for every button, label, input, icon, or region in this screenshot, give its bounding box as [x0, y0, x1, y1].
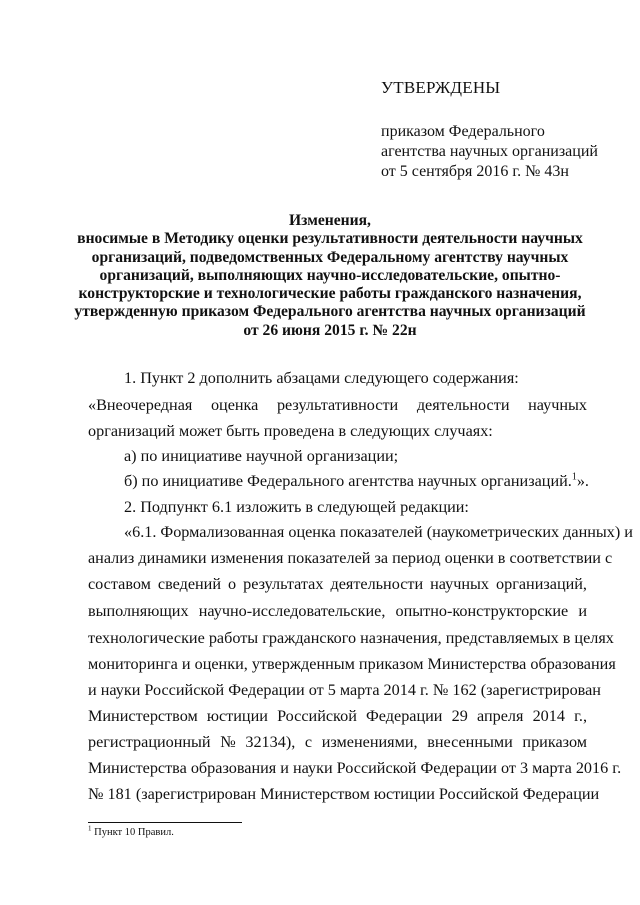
word: и — [578, 602, 587, 620]
footnote-reference[interactable]: 1 — [571, 471, 577, 483]
word: выполняющих — [88, 602, 189, 620]
word: оценка — [210, 396, 259, 414]
title-line: конструкторские и технологические работы гражданского назначения, — [78, 285, 582, 303]
word: юстиции — [206, 707, 268, 725]
word: опытно-конструкторские — [395, 602, 569, 620]
line-text: № 181 (зарегистрирован Министерством юстиции Российской Федерации — [88, 785, 600, 803]
paragraph-6-1-line — [88, 784, 600, 804]
list-item-b-end: ». — [576, 472, 589, 490]
approval-line-order: приказом Федерального — [381, 123, 545, 140]
paragraph-6-1-line — [88, 706, 587, 726]
word: результатах — [243, 575, 324, 593]
list-item-a: а) по инициативе научной организации; — [124, 447, 399, 465]
paragraph-6-1-line — [88, 758, 622, 778]
line-text: анализ динамики изменения показателей за период оценки в соответствии с — [88, 549, 613, 567]
line-text: Министерства образования и науки Российской Федерации от 3 марта 2016 г. — [88, 759, 622, 777]
word: внесенными — [427, 733, 513, 751]
footnote-separator — [88, 822, 242, 823]
paragraph-6-1-line — [88, 574, 587, 594]
approval-block — [381, 78, 621, 182]
line-text: технологические работы гражданского назначения, представляемых в целях — [88, 629, 614, 647]
word: организаций, — [496, 575, 587, 593]
word: о — [228, 575, 237, 593]
word: № — [220, 733, 236, 751]
word: результативности — [276, 396, 399, 414]
footnote-mark: 1 — [88, 824, 92, 833]
word: научных — [430, 575, 490, 593]
paragraph-item-2: 2. Подпункт 6.1 изложить в следующей редакции: — [124, 498, 469, 516]
word: деятельности — [416, 396, 510, 414]
word: 2014 — [532, 707, 565, 725]
paragraph-6-1-line — [88, 628, 614, 648]
word: научно-исследовательские, — [198, 602, 386, 620]
line-text: мониторинга и оценки, утвержденным приказом Министерства образования — [88, 655, 616, 673]
word: регистрационный — [88, 733, 211, 751]
approval-line-date: от 5 сентября 2016 г. № 43н — [381, 163, 569, 180]
document-title — [70, 212, 590, 340]
paragraph-item-1: 1. Пункт 2 дополнить абзацами следующего содержания: — [124, 369, 519, 387]
line-text: и науки Российской Федерации от 5 марта 2014 г. № 162 (зарегистрирован — [88, 681, 601, 699]
approval-heading: УТВЕРЖДЕНЫ — [381, 78, 501, 97]
title-line: Изменения, — [289, 212, 371, 229]
title-line: организаций, выполняющих научно-исследовательские, опытно- — [99, 266, 561, 284]
word: сведений — [157, 575, 222, 593]
word: приказом — [522, 733, 587, 751]
title-line: утвержденную приказом Федерального агентства научных организаций — [74, 303, 586, 321]
word: Российской — [277, 707, 357, 725]
word: научных — [528, 396, 587, 414]
word: 32134), — [245, 733, 296, 751]
word: «Внеочередная — [88, 396, 193, 414]
paragraph-quote-line — [88, 395, 587, 415]
paragraph-6-1-line — [88, 601, 587, 621]
footnote — [88, 826, 174, 840]
title-line: организаций, подведомственных Федеральному агентству научных — [91, 248, 569, 266]
paragraph-6-1-line — [88, 680, 601, 700]
word: составом — [88, 575, 151, 593]
word: Федерации — [366, 707, 443, 725]
list-item-b-text: б) по инициативе Федерального агентства научных организаций. — [124, 472, 572, 490]
list-item-b — [124, 471, 589, 491]
word: 29 — [451, 707, 468, 725]
title-line: от 26 июня 2015 г. № 22н — [243, 321, 417, 339]
paragraph-6-1-line — [88, 548, 613, 568]
title-line: вносимые в Методику оценки результативности деятельности научных — [77, 230, 583, 248]
paragraph-6-1-line — [88, 732, 587, 752]
word: г., — [574, 707, 587, 725]
word: изменениями, — [321, 733, 418, 751]
paragraph-6-1-line — [88, 654, 616, 674]
word: с — [304, 733, 313, 751]
footnote-text: Пункт 10 Правил. — [91, 827, 174, 838]
paragraph-6-1-line — [124, 522, 633, 542]
line-text: «6.1. Формализованная оценка показателей (наукометрических данных) и — [124, 523, 633, 541]
word: деятельности — [330, 575, 424, 593]
approval-line-agency: агентства научных организаций — [381, 143, 598, 160]
word: апреля — [476, 707, 524, 725]
paragraph-quote-line: организаций может быть проведена в следующих случаях: — [88, 422, 493, 440]
word: Министерством — [88, 707, 198, 725]
